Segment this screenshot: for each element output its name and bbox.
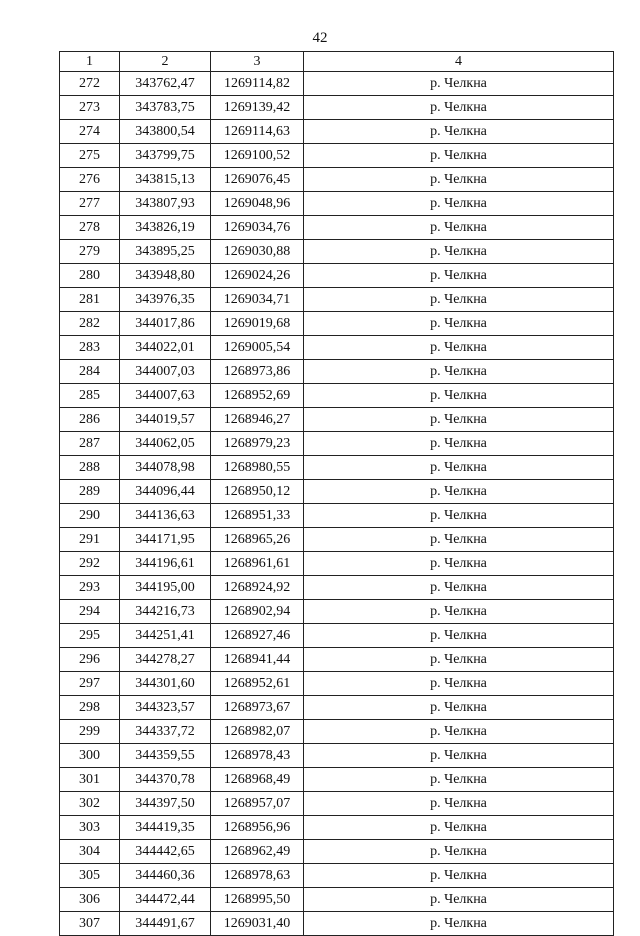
cell-description: р. Челкна (304, 360, 614, 384)
cell-point-number: 286 (60, 408, 120, 432)
cell-x-coordinate: 344472,44 (120, 888, 211, 912)
cell-y-coordinate: 1268965,26 (211, 528, 304, 552)
table-row (60, 456, 614, 480)
cell-x-coordinate: 344278,27 (120, 648, 211, 672)
cell-point-number: 284 (60, 360, 120, 384)
table-row (60, 216, 614, 240)
cell-y-coordinate: 1269114,63 (211, 120, 304, 144)
cell-point-number: 275 (60, 144, 120, 168)
table-row (60, 576, 614, 600)
cell-point-number: 282 (60, 312, 120, 336)
table-row (60, 408, 614, 432)
cell-y-coordinate: 1268968,49 (211, 768, 304, 792)
cell-description: р. Челкна (304, 840, 614, 864)
cell-description: р. Челкна (304, 792, 614, 816)
cell-x-coordinate: 344442,65 (120, 840, 211, 864)
cell-y-coordinate: 1268924,92 (211, 576, 304, 600)
cell-x-coordinate: 343762,47 (120, 72, 211, 96)
cell-x-coordinate: 344397,50 (120, 792, 211, 816)
cell-x-coordinate: 344096,44 (120, 480, 211, 504)
table-row (60, 120, 614, 144)
cell-point-number: 297 (60, 672, 120, 696)
cell-x-coordinate: 344171,95 (120, 528, 211, 552)
table-row (60, 552, 614, 576)
cell-y-coordinate: 1268982,07 (211, 720, 304, 744)
cell-description: р. Челкна (304, 672, 614, 696)
table-row (60, 864, 614, 888)
cell-point-number: 279 (60, 240, 120, 264)
table-row (60, 744, 614, 768)
cell-point-number: 307 (60, 912, 120, 936)
cell-x-coordinate: 343826,19 (120, 216, 211, 240)
cell-y-coordinate: 1269024,26 (211, 264, 304, 288)
cell-point-number: 295 (60, 624, 120, 648)
cell-description: р. Челкна (304, 648, 614, 672)
cell-point-number: 299 (60, 720, 120, 744)
cell-x-coordinate: 344196,61 (120, 552, 211, 576)
cell-y-coordinate: 1268995,50 (211, 888, 304, 912)
cell-description: р. Челкна (304, 576, 614, 600)
cell-y-coordinate: 1269005,54 (211, 336, 304, 360)
cell-description: р. Челкна (304, 624, 614, 648)
table-row (60, 816, 614, 840)
cell-y-coordinate: 1268957,07 (211, 792, 304, 816)
cell-point-number: 278 (60, 216, 120, 240)
cell-x-coordinate: 343976,35 (120, 288, 211, 312)
cell-description: р. Челкна (304, 384, 614, 408)
cell-point-number: 301 (60, 768, 120, 792)
cell-y-coordinate: 1269076,45 (211, 168, 304, 192)
cell-y-coordinate: 1269139,42 (211, 96, 304, 120)
table-row (60, 768, 614, 792)
cell-y-coordinate: 1268962,49 (211, 840, 304, 864)
cell-description: р. Челкна (304, 504, 614, 528)
cell-x-coordinate: 343815,13 (120, 168, 211, 192)
cell-description: р. Челкна (304, 480, 614, 504)
cell-x-coordinate: 343807,93 (120, 192, 211, 216)
cell-description: р. Челкна (304, 72, 614, 96)
cell-point-number: 296 (60, 648, 120, 672)
cell-x-coordinate: 343783,75 (120, 96, 211, 120)
table-body (60, 52, 614, 936)
cell-x-coordinate: 344460,36 (120, 864, 211, 888)
table-row (60, 432, 614, 456)
table-row (60, 888, 614, 912)
cell-y-coordinate: 1269030,88 (211, 240, 304, 264)
cell-description: р. Челкна (304, 744, 614, 768)
cell-description: р. Челкна (304, 312, 614, 336)
table-row (60, 792, 614, 816)
cell-y-coordinate: 1269114,82 (211, 72, 304, 96)
cell-description: р. Челкна (304, 600, 614, 624)
header-cell-2: 2 (120, 52, 211, 72)
cell-y-coordinate: 1268946,27 (211, 408, 304, 432)
cell-x-coordinate: 344017,86 (120, 312, 211, 336)
table-row (60, 72, 614, 96)
cell-description: р. Челкна (304, 96, 614, 120)
cell-y-coordinate: 1268979,23 (211, 432, 304, 456)
table-row (60, 240, 614, 264)
cell-description: р. Челкна (304, 168, 614, 192)
cell-x-coordinate: 343948,80 (120, 264, 211, 288)
cell-point-number: 292 (60, 552, 120, 576)
cell-x-coordinate: 344251,41 (120, 624, 211, 648)
cell-y-coordinate: 1268951,33 (211, 504, 304, 528)
table-row (60, 168, 614, 192)
cell-x-coordinate: 344419,35 (120, 816, 211, 840)
cell-y-coordinate: 1269034,71 (211, 288, 304, 312)
table-row (60, 912, 614, 936)
table-row (60, 648, 614, 672)
cell-y-coordinate: 1268927,46 (211, 624, 304, 648)
cell-description: р. Челкна (304, 192, 614, 216)
cell-y-coordinate: 1268941,44 (211, 648, 304, 672)
table-row (60, 624, 614, 648)
table-row (60, 336, 614, 360)
cell-point-number: 293 (60, 576, 120, 600)
cell-x-coordinate: 344323,57 (120, 696, 211, 720)
cell-point-number: 272 (60, 72, 120, 96)
table-row (60, 480, 614, 504)
table-row (60, 840, 614, 864)
table-row (60, 312, 614, 336)
cell-description: р. Челкна (304, 528, 614, 552)
cell-description: р. Челкна (304, 336, 614, 360)
cell-x-coordinate: 344337,72 (120, 720, 211, 744)
cell-description: р. Челкна (304, 120, 614, 144)
cell-y-coordinate: 1269031,40 (211, 912, 304, 936)
cell-point-number: 302 (60, 792, 120, 816)
cell-y-coordinate: 1269019,68 (211, 312, 304, 336)
cell-point-number: 273 (60, 96, 120, 120)
table-row (60, 672, 614, 696)
cell-description: р. Челкна (304, 816, 614, 840)
table-row (60, 384, 614, 408)
cell-description: р. Челкна (304, 288, 614, 312)
cell-description: р. Челкна (304, 456, 614, 480)
table-row (60, 696, 614, 720)
cell-y-coordinate: 1268973,67 (211, 696, 304, 720)
table-row (60, 96, 614, 120)
cell-x-coordinate: 344301,60 (120, 672, 211, 696)
table-row (60, 360, 614, 384)
cell-point-number: 277 (60, 192, 120, 216)
cell-point-number: 281 (60, 288, 120, 312)
cell-x-coordinate: 344007,03 (120, 360, 211, 384)
table-row (60, 600, 614, 624)
cell-point-number: 306 (60, 888, 120, 912)
cell-y-coordinate: 1268961,61 (211, 552, 304, 576)
table-row (60, 192, 614, 216)
cell-x-coordinate: 344007,63 (120, 384, 211, 408)
cell-y-coordinate: 1269034,76 (211, 216, 304, 240)
cell-y-coordinate: 1268950,12 (211, 480, 304, 504)
cell-description: р. Челкна (304, 864, 614, 888)
coordinates-table-container (59, 51, 614, 936)
table-row (60, 504, 614, 528)
cell-point-number: 283 (60, 336, 120, 360)
coordinates-table (59, 51, 614, 936)
cell-x-coordinate: 344019,57 (120, 408, 211, 432)
cell-description: р. Челкна (304, 696, 614, 720)
cell-x-coordinate: 344195,00 (120, 576, 211, 600)
cell-point-number: 289 (60, 480, 120, 504)
cell-x-coordinate: 344062,05 (120, 432, 211, 456)
table-header-row (60, 52, 614, 72)
cell-point-number: 303 (60, 816, 120, 840)
cell-point-number: 288 (60, 456, 120, 480)
cell-description: р. Челкна (304, 408, 614, 432)
cell-x-coordinate: 344022,01 (120, 336, 211, 360)
cell-x-coordinate: 344359,55 (120, 744, 211, 768)
table-row (60, 720, 614, 744)
cell-point-number: 304 (60, 840, 120, 864)
cell-y-coordinate: 1268973,86 (211, 360, 304, 384)
cell-x-coordinate: 343799,75 (120, 144, 211, 168)
header-cell-4: 4 (304, 52, 614, 72)
cell-y-coordinate: 1268902,94 (211, 600, 304, 624)
cell-description: р. Челкна (304, 144, 614, 168)
cell-point-number: 276 (60, 168, 120, 192)
cell-point-number: 280 (60, 264, 120, 288)
cell-y-coordinate: 1268956,96 (211, 816, 304, 840)
cell-point-number: 305 (60, 864, 120, 888)
cell-y-coordinate: 1268978,63 (211, 864, 304, 888)
cell-point-number: 291 (60, 528, 120, 552)
cell-point-number: 274 (60, 120, 120, 144)
cell-y-coordinate: 1268980,55 (211, 456, 304, 480)
cell-x-coordinate: 344136,63 (120, 504, 211, 528)
cell-y-coordinate: 1268952,61 (211, 672, 304, 696)
cell-point-number: 290 (60, 504, 120, 528)
cell-x-coordinate: 343800,54 (120, 120, 211, 144)
cell-description: р. Челкна (304, 768, 614, 792)
table-row (60, 144, 614, 168)
cell-description: р. Челкна (304, 216, 614, 240)
cell-x-coordinate: 344078,98 (120, 456, 211, 480)
cell-y-coordinate: 1269048,96 (211, 192, 304, 216)
cell-x-coordinate: 344370,78 (120, 768, 211, 792)
cell-x-coordinate: 343895,25 (120, 240, 211, 264)
cell-y-coordinate: 1269100,52 (211, 144, 304, 168)
cell-point-number: 298 (60, 696, 120, 720)
cell-y-coordinate: 1268978,43 (211, 744, 304, 768)
cell-description: р. Челкна (304, 240, 614, 264)
table-row (60, 264, 614, 288)
cell-description: р. Челкна (304, 720, 614, 744)
cell-point-number: 294 (60, 600, 120, 624)
cell-x-coordinate: 344216,73 (120, 600, 211, 624)
page-number: 42 (312, 30, 328, 46)
cell-description: р. Челкна (304, 912, 614, 936)
cell-description: р. Челкна (304, 432, 614, 456)
header-cell-1: 1 (60, 52, 120, 72)
cell-description: р. Челкна (304, 888, 614, 912)
cell-point-number: 285 (60, 384, 120, 408)
cell-description: р. Челкна (304, 552, 614, 576)
cell-y-coordinate: 1268952,69 (211, 384, 304, 408)
table-row (60, 288, 614, 312)
table-row (60, 528, 614, 552)
header-cell-3: 3 (211, 52, 304, 72)
cell-description: р. Челкна (304, 264, 614, 288)
cell-point-number: 300 (60, 744, 120, 768)
cell-x-coordinate: 344491,67 (120, 912, 211, 936)
cell-point-number: 287 (60, 432, 120, 456)
